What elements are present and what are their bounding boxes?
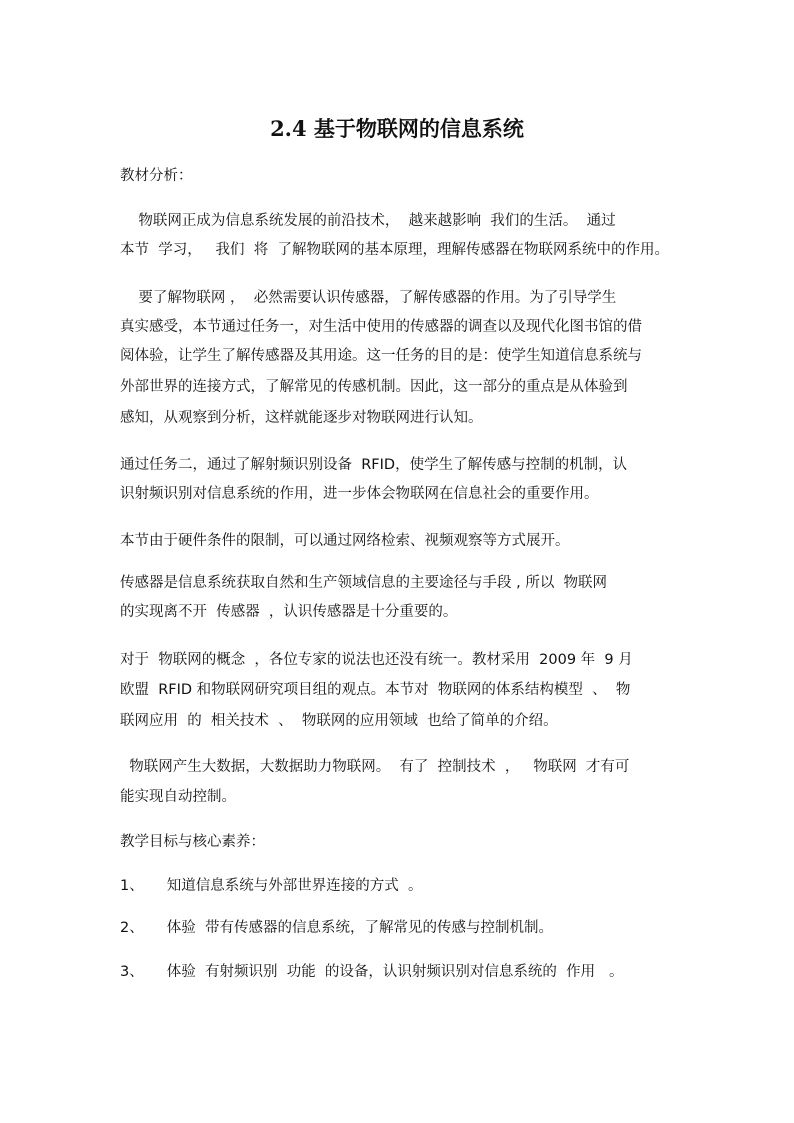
paragraph-line: 感知，从观察到分析，这样就能逐步对物联网进行认知。 <box>120 410 483 426</box>
paragraph-line: 本节 学习， 我们 将 了解物联网的基本原理，理解传感器在物联网系统中的作用。 <box>120 242 669 258</box>
objective-item: 1、 知道信息系统与外部世界连接的方式 。 <box>120 878 423 894</box>
paragraph-line: 的实现离不开 传感器 ，认识传感器是十分重要的。 <box>120 604 458 620</box>
paragraph-line: 对于 物联网的概念 ，各位专家的说法也还没有统一。教材采用 2009 年 9 月 <box>120 652 633 668</box>
objective-item: 2、 体验 带有传感器的信息系统，了解常见的传感与控制机制。 <box>120 920 553 936</box>
paragraph-line: 本节由于硬件条件的限制，可以通过网络检索、视频观察等方式展开。 <box>120 533 570 549</box>
objective-item: 3、 体验 有射频识别 功能 的设备，认识射频识别对信息系统的 作用 。 <box>120 964 624 980</box>
paragraph-line: 真实感受，本节通过任务一，对生活中使用的传感器的调查以及现代化图书馆的借 <box>120 319 642 335</box>
paragraph-line: 物联网产生大数据，大数据助力物联网。 有了 控制技术 ， 物联网 才有可 <box>120 759 630 775</box>
section-heading-analysis: 教材分析： <box>120 168 193 184</box>
paragraph-line: 传感器是信息系统获取自然和生产领域信息的主要途径与手段 , 所以 物联网 <box>120 575 608 591</box>
document-title: 2.4 基于物联网的信息系统 <box>270 116 524 141</box>
paragraph-line: 通过任务二，通过了解射频识别设备 RFID，使学生了解传感与控制的机制，认 <box>120 457 628 473</box>
paragraph-line: 欧盟 RFID 和物联网研究项目组的观点。本节对 物联网的体系结构模型 、 物 <box>120 682 631 698</box>
paragraph-line: 物联网正成为信息系统发展的前沿技术， 越来越影响 我们的生活。 通过 <box>120 213 616 229</box>
paragraph-line: 要了解物联网 ， 必然需要认识传感器，了解传感器的作用。为了引导学生 <box>120 290 617 306</box>
paragraph-line: 外部世界的连接方式，了解常见的传感机制。因此，这一部分的重点是从体验到 <box>120 379 628 395</box>
paragraph-line: 阅体验，让学生了解传感器及其用途。这一任务的目的是：使学生知道信息系统与 <box>120 348 642 364</box>
paragraph-line: 识射频识别对信息系统的作用，进一步体会物联网在信息社会的重要作用。 <box>120 486 599 502</box>
section-heading-objectives: 教学目标与核心素养： <box>120 834 265 850</box>
paragraph-line: 联网应用 的 相关技术 、 物联网的应用领域 也给了简单的介绍。 <box>120 713 558 729</box>
paragraph-line: 能实现自动控制。 <box>120 789 236 805</box>
